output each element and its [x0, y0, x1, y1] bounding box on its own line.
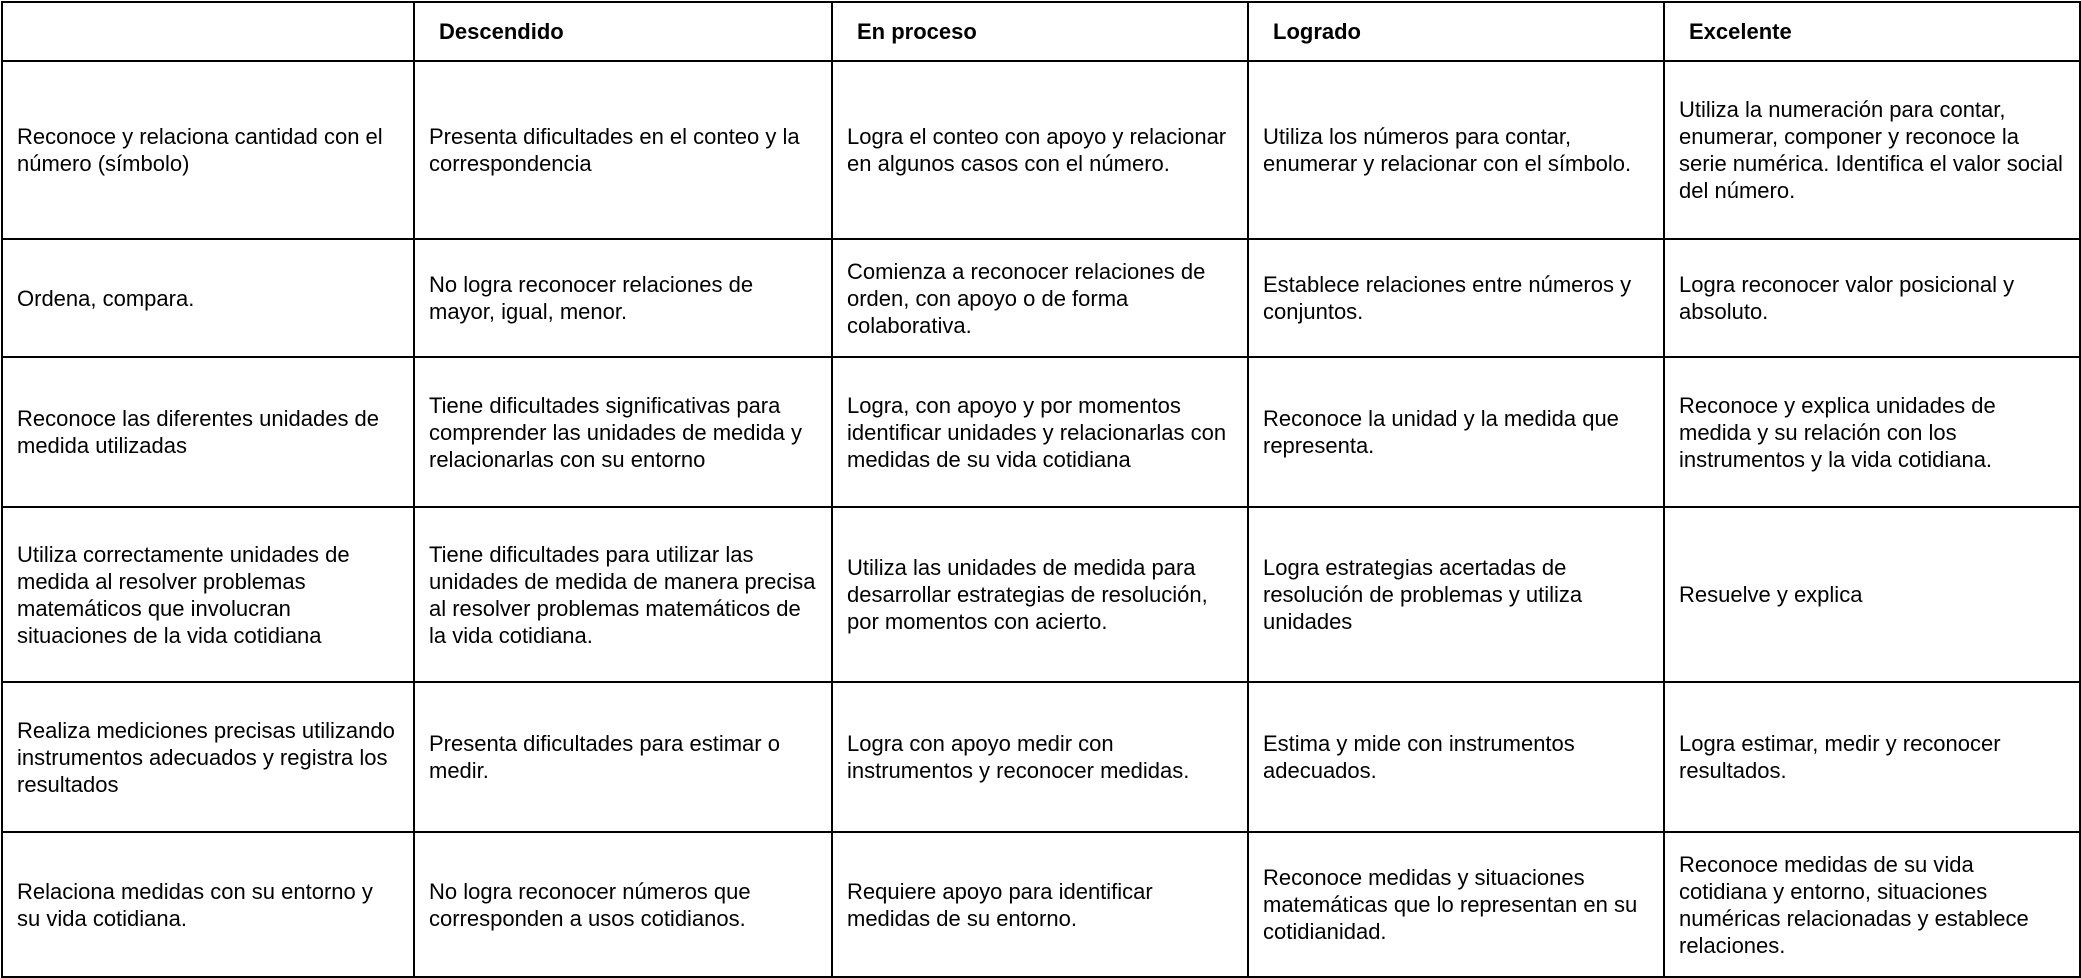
table-row: [2, 682, 2080, 832]
en-proceso-cell: Comienza a reconocer relaciones de orden, con apoyo o de forma colaborativa.: [832, 239, 1248, 357]
descendido-cell: No logra reconocer relaciones de mayor, igual, menor.: [414, 239, 832, 357]
criterion-cell: Utiliza correctamente unidades de medida al resolver problemas matemáticos que involucran situaciones de la vida cotidiana: [2, 507, 414, 682]
table-row: [2, 507, 2080, 682]
rubric-table: [1, 1, 2081, 978]
table-row: [2, 239, 2080, 357]
excelente-cell: Logra reconocer valor posicional y absoluto.: [1664, 239, 2080, 357]
excelente-cell: Utiliza la numeración para contar, enumerar, componer y reconoce la serie numérica. Identifica el valor social del número.: [1664, 61, 2080, 239]
table-row: [2, 832, 2080, 977]
excelente-cell: Resuelve y explica: [1664, 507, 2080, 682]
descendido-cell: Presenta dificultades para estimar o medir.: [414, 682, 832, 832]
logrado-cell: Logra estrategias acertadas de resolución de problemas y utiliza unidades: [1248, 507, 1664, 682]
en-proceso-cell: Logra con apoyo medir con instrumentos y reconocer medidas.: [832, 682, 1248, 832]
criterion-cell: Reconoce las diferentes unidades de medida utilizadas: [2, 357, 414, 507]
descendido-cell: Tiene dificultades significativas para comprender las unidades de medida y relacionarlas con su entorno: [414, 357, 832, 507]
criterion-cell: Realiza mediciones precisas utilizando instrumentos adecuados y registra los resultados: [2, 682, 414, 832]
header-excelente: Excelente: [1664, 2, 2080, 61]
logrado-cell: Reconoce medidas y situaciones matemáticas que lo representan en su cotidianidad.: [1248, 832, 1664, 977]
descendido-cell: Presenta dificultades en el conteo y la correspondencia: [414, 61, 832, 239]
en-proceso-cell: Utiliza las unidades de medida para desarrollar estrategias de resolución, por momentos con acierto.: [832, 507, 1248, 682]
criterion-cell: Relaciona medidas con su entorno y su vida cotidiana.: [2, 832, 414, 977]
en-proceso-cell: Requiere apoyo para identificar medidas de su entorno.: [832, 832, 1248, 977]
en-proceso-cell: Logra el conteo con apoyo y relacionar en algunos casos con el número.: [832, 61, 1248, 239]
header-logrado: Logrado: [1248, 2, 1664, 61]
excelente-cell: Reconoce y explica unidades de medida y su relación con los instrumentos y la vida cotidiana.: [1664, 357, 2080, 507]
criterion-cell: Ordena, compara.: [2, 239, 414, 357]
header-descendido: Descendido: [414, 2, 832, 61]
logrado-cell: Estima y mide con instrumentos adecuados.: [1248, 682, 1664, 832]
descendido-cell: Tiene dificultades para utilizar las unidades de medida de manera precisa al resolver problemas matemáticos de la vida cotidiana.: [414, 507, 832, 682]
excelente-cell: Logra estimar, medir y reconocer resultados.: [1664, 682, 2080, 832]
criterion-cell: Reconoce y relaciona cantidad con el número (símbolo): [2, 61, 414, 239]
header-criterion: [2, 2, 414, 61]
logrado-cell: Utiliza los números para contar, enumerar y relacionar con el símbolo.: [1248, 61, 1664, 239]
descendido-cell: No logra reconocer números que corresponden a usos cotidianos.: [414, 832, 832, 977]
header-en-proceso: En proceso: [832, 2, 1248, 61]
logrado-cell: Establece relaciones entre números y conjuntos.: [1248, 239, 1664, 357]
excelente-cell: Reconoce medidas de su vida cotidiana y entorno, situaciones numéricas relacionadas y establece relaciones.: [1664, 832, 2080, 977]
header-row: [2, 2, 2080, 61]
table-row: [2, 61, 2080, 239]
logrado-cell: Reconoce la unidad y la medida que representa.: [1248, 357, 1664, 507]
table-row: [2, 357, 2080, 507]
en-proceso-cell: Logra, con apoyo y por momentos identificar unidades y relacionarlas con medidas de su vida cotidiana: [832, 357, 1248, 507]
